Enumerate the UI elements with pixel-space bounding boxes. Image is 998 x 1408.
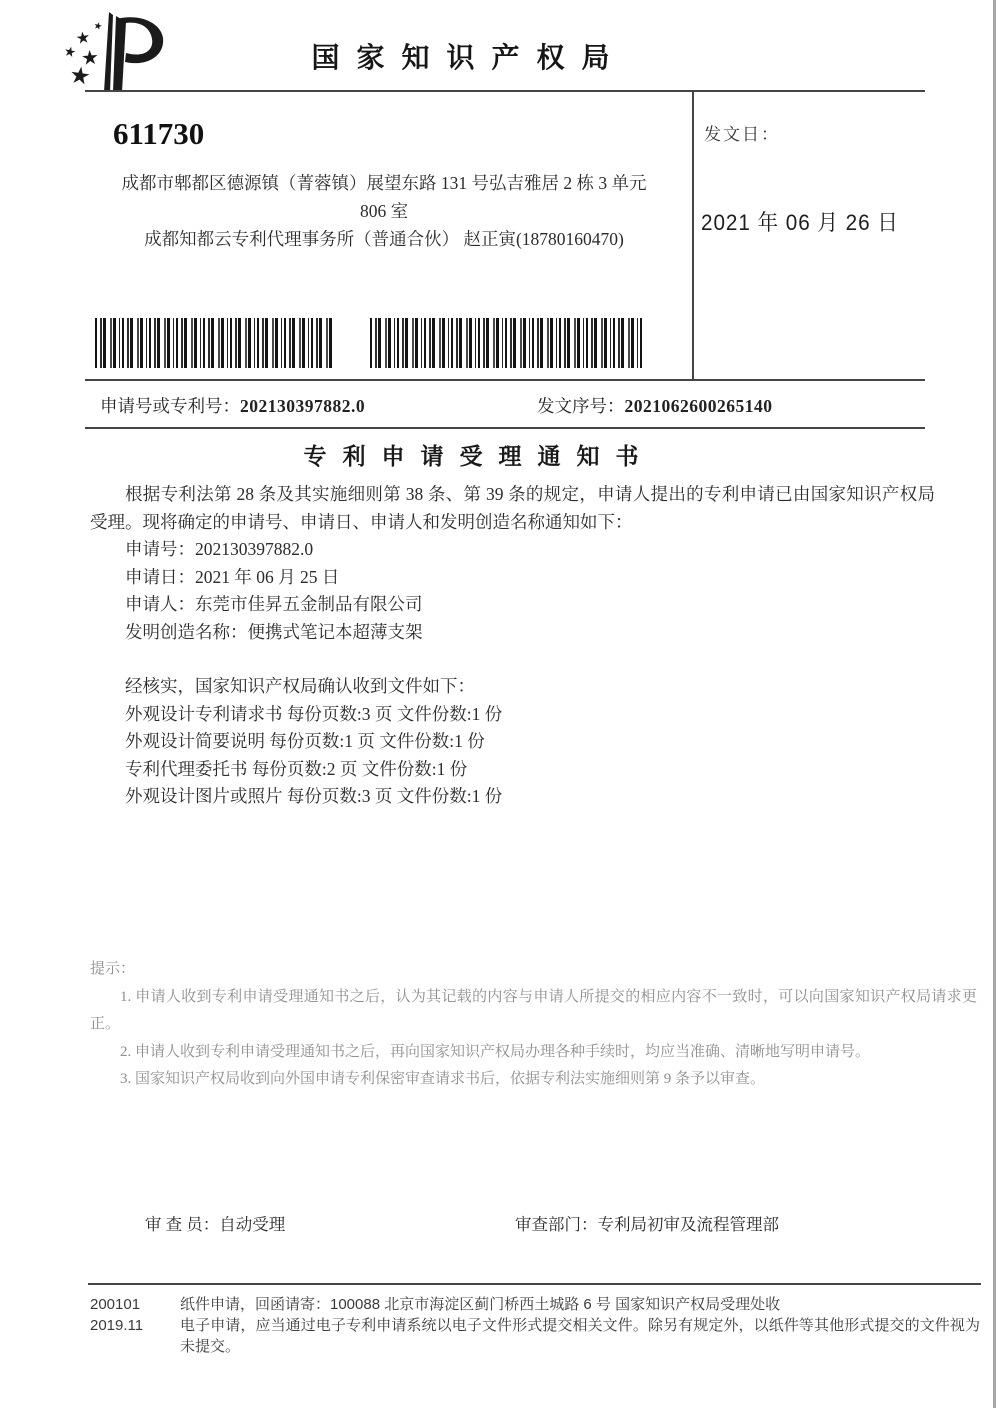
postal-code: 611730	[113, 116, 205, 151]
serial-number-value: 2021062600265140	[624, 396, 773, 416]
recipient-address-line2: 806 室	[359, 201, 409, 221]
agency-title: 国家知识产权局	[311, 43, 627, 74]
document-line: 专利代理委托书 每份页数:2 页 文件份数:1 份	[125, 758, 468, 779]
application-number-value: 202130397882.0	[240, 396, 366, 416]
rule-bottom	[85, 427, 925, 429]
document-line: 外观设计简要说明 每份页数:1 页 文件份数:1 份	[125, 731, 485, 751]
notes-section	[90, 956, 977, 1094]
note-item: 2. 申请人收到专利申请受理通知书之后，再向国家知识产权局办理各种手续时，均应当准确、清晰地写明申请号。	[120, 1043, 871, 1060]
dispatch-date-value: 2021 年 06 月 26 日	[701, 210, 899, 235]
footer-form-version: 2019.11	[90, 1317, 144, 1334]
footer-form-code: 200101	[90, 1296, 141, 1313]
barcode-right-image	[370, 318, 642, 368]
rule-middle	[85, 379, 925, 381]
rule-vertical-divider	[692, 90, 694, 381]
field-applicant: 申请人：东莞市佳昇五金制品有限公司	[125, 594, 423, 614]
department-value: 专利局初审及流程管理部	[597, 1215, 779, 1234]
serial-number-label: 发文序号：	[537, 396, 625, 416]
footer-form-codes	[90, 1294, 143, 1336]
scan-edge-line	[993, 0, 996, 1408]
footer-instructions	[180, 1294, 980, 1357]
notes-label: 提示：	[90, 961, 136, 977]
examiner-row	[145, 1211, 285, 1235]
recipient-agent-line: 成都知都云专利代理事务所（普通合伙） 赵正寅(18780160470)	[144, 229, 624, 249]
rule-top	[85, 90, 925, 92]
received-documents	[125, 673, 935, 811]
note-item: 3. 国家知识产权局收到向外国申请专利保密审查请求书后，依据专利法实施细则第 9 条予以审查。	[120, 1071, 766, 1087]
application-fields	[125, 536, 935, 646]
application-number-label: 申请号或专利号：	[100, 396, 240, 416]
examiner-label: 审 查 员：	[145, 1215, 220, 1234]
document-line: 外观设计图片或照片 每份页数:3 页 文件份数:1 份	[125, 786, 503, 806]
dispatch-date-label: 发文日：	[704, 125, 780, 144]
note-item: 1. 申请人收到专利申请受理通知书之后，认为其记载的内容与申请人所提交的相应内容不一致时，可以向国家知识产权局请求更正。	[90, 988, 977, 1032]
recipient-address-line1: 成都市郫都区德源镇（菁蓉镇）展望东路 131 号弘吉雅居 2 栋 3 单元	[121, 173, 647, 193]
field-invention-title: 发明创造名称：便携式笔记本超薄支架	[125, 621, 423, 642]
field-application-number: 申请号：202130397882.0	[125, 539, 314, 559]
barcode-left-image	[95, 318, 332, 368]
footer-electronic-instruction: 电子申请，应当通过电子专利申请系统以电子文件形式提交相关文件。除另有规定外，以纸件等其他形式提交的文件视为未提交。	[180, 1317, 980, 1355]
footer-paper-instruction: 纸件申请，回函请寄：100088 北京市海淀区蓟门桥西土城路 6 号 国家知识产权局受理处收	[180, 1296, 781, 1313]
confirm-line: 经核实，国家知识产权局确认收到文件如下：	[125, 676, 475, 696]
notice-body	[90, 481, 935, 811]
serial-number-row	[537, 393, 773, 418]
notice-title: 专利申请受理通知书	[303, 444, 655, 469]
application-number-row	[100, 393, 365, 418]
field-application-date: 申请日：2021 年 06 月 25 日	[125, 566, 340, 587]
department-row	[515, 1211, 779, 1235]
document-line: 外观设计专利请求书 每份页数:3 页 文件份数:1 份	[125, 703, 503, 724]
department-label: 审查部门：	[515, 1215, 598, 1234]
intro-paragraph: 根据专利法第 28 条及其实施细则第 38 条、第 39 条的规定，申请人提出的专利申请已由国家知识产权局受理。现将确定的申请号、申请日、申请人和发明创造名称通知如下：	[90, 484, 935, 532]
examiner-value: 自动受理	[219, 1215, 286, 1234]
footer-divider	[88, 1283, 981, 1285]
